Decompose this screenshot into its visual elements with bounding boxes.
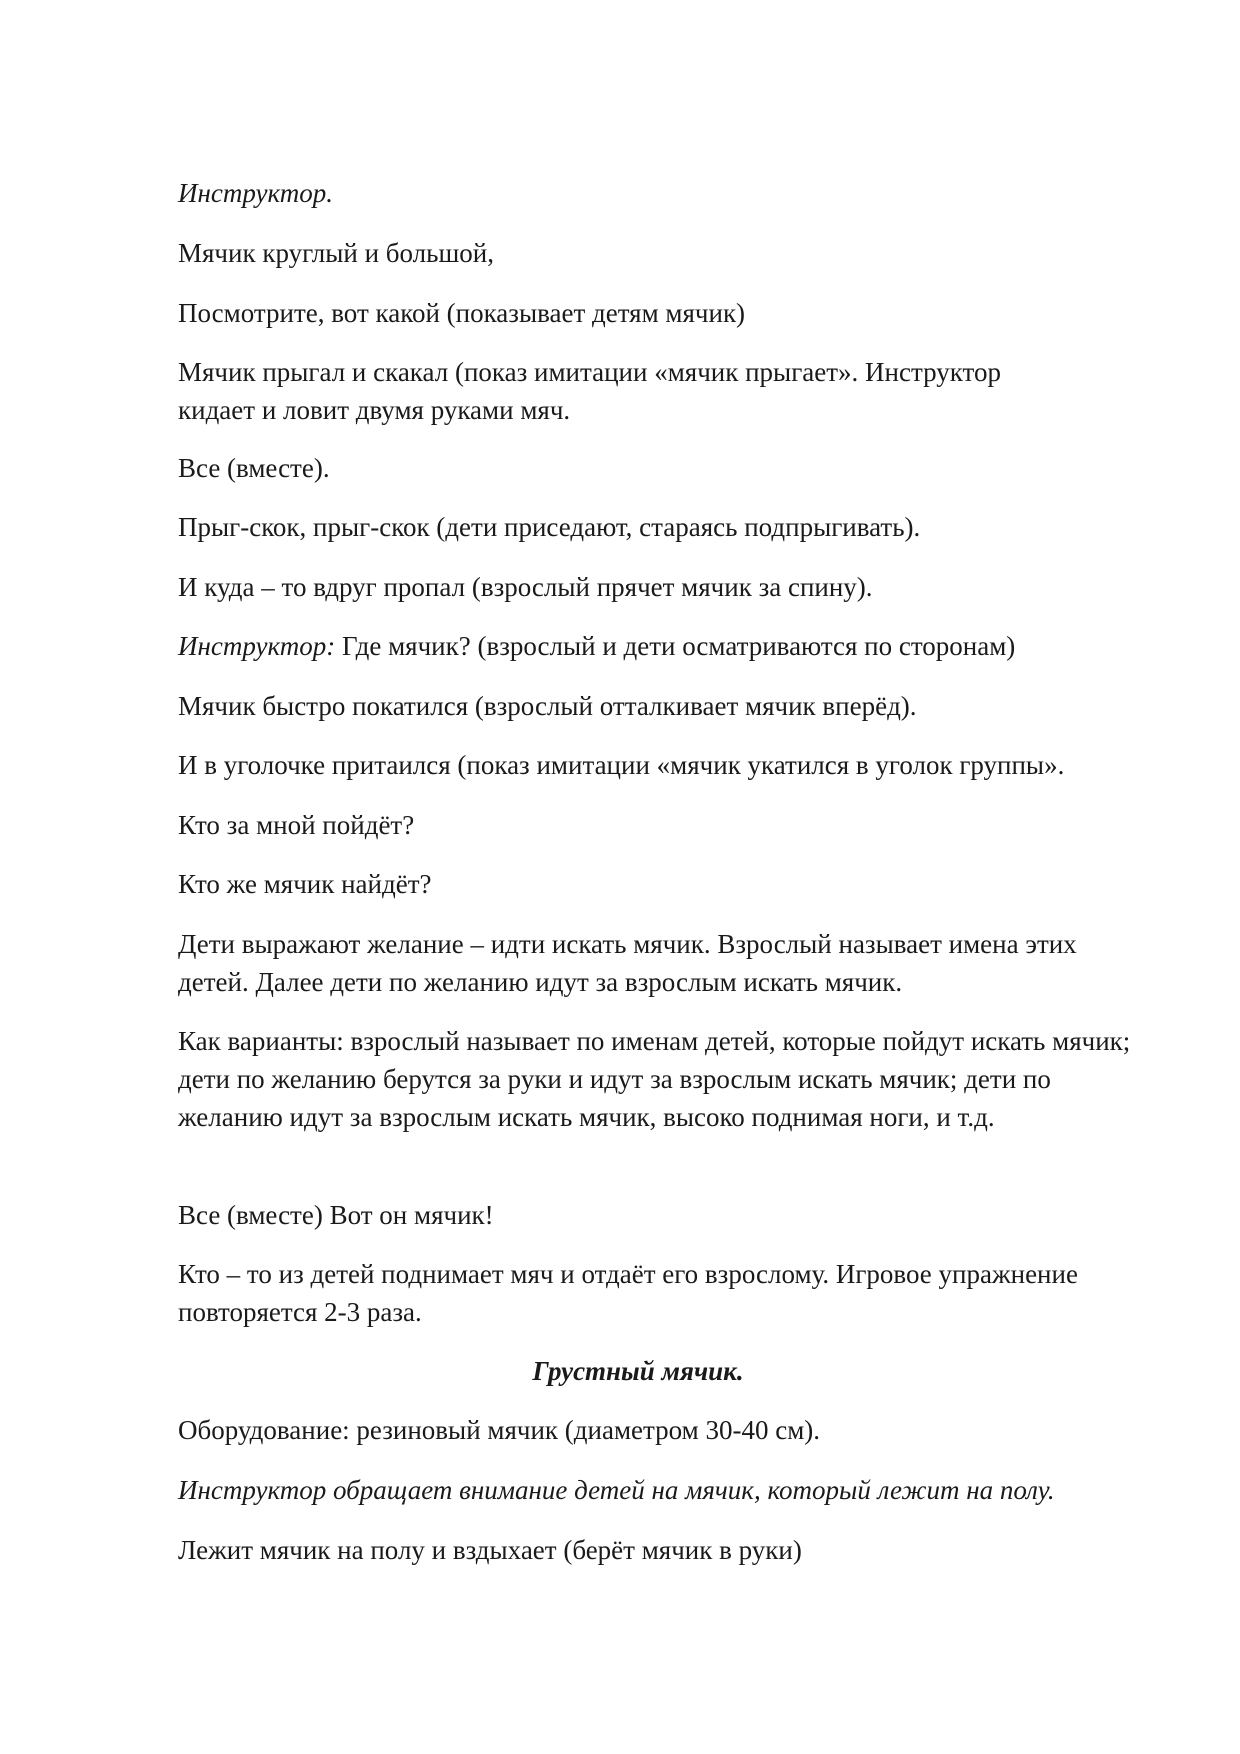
paragraph: Мячик прыгал и скакал (показ имитации «мячик прыгает». Инструктор кидает и ловит двумя руками мяч.: [178, 357, 1001, 425]
paragraph-text: Где мячик? (взрослый и дети осматриваются по сторонам): [335, 631, 1016, 661]
paragraph: Все (вместе) Вот он мячик!: [178, 1200, 494, 1230]
paragraph: Кто за мной пойдёт?: [178, 810, 415, 840]
paragraph: Мячик круглый и большой,: [178, 238, 494, 268]
paragraph: [178, 627, 1168, 665]
speaker-label: Инструктор:: [178, 631, 336, 661]
paragraph: Кто – то из детей поднимает мяч и отдаёт его взрослому. Игровое упражнение повторяется 2-3 раза.: [178, 1259, 1078, 1327]
section-heading: Грустный мячик.: [532, 1356, 744, 1386]
paragraph: Мячик быстро покатился (взрослый отталкивает мячик вперёд).: [178, 691, 917, 721]
paragraph: Все (вместе).: [178, 453, 330, 483]
paragraph: Кто же мячик найдёт?: [178, 869, 432, 899]
speaker-label: Инструктор.: [178, 178, 334, 208]
paragraph: Как варианты: взрослый называет по именам детей, которые пойдут искать мячик; дети по желанию берутся за руки и идут за взрослым искать мячик; дети по желанию идут за взрослым искать мячик, высоко поднимая ноги, и т.д.: [178, 1026, 1131, 1132]
paragraph: Дети выражают желание – идти искать мячик. Взрослый называет имена этих детей. Далее дети по желанию идут за взрослым искать мячик.: [178, 929, 1077, 997]
paragraph: Оборудование: резиновый мячик (диаметром 30-40 см).: [178, 1415, 821, 1445]
paragraph: Лежит мячик на полу и вздыхает (берёт мячик в руки): [178, 1535, 802, 1565]
paragraph: И в уголочке притаился (показ имитации «мячик укатился в уголок группы».: [178, 750, 1065, 780]
paragraph: Прыг-скок, прыг-скок (дети приседают, стараясь подпрыгивать).: [178, 512, 921, 542]
paragraph: Посмотрите, вот какой (показывает детям мячик): [178, 298, 746, 328]
instruction-note: Инструктор обращает внимание детей на мячик, который лежит на полу.: [178, 1475, 1055, 1505]
paragraph: И куда – то вдруг пропал (взрослый прячет мячик за спину).: [178, 572, 873, 602]
